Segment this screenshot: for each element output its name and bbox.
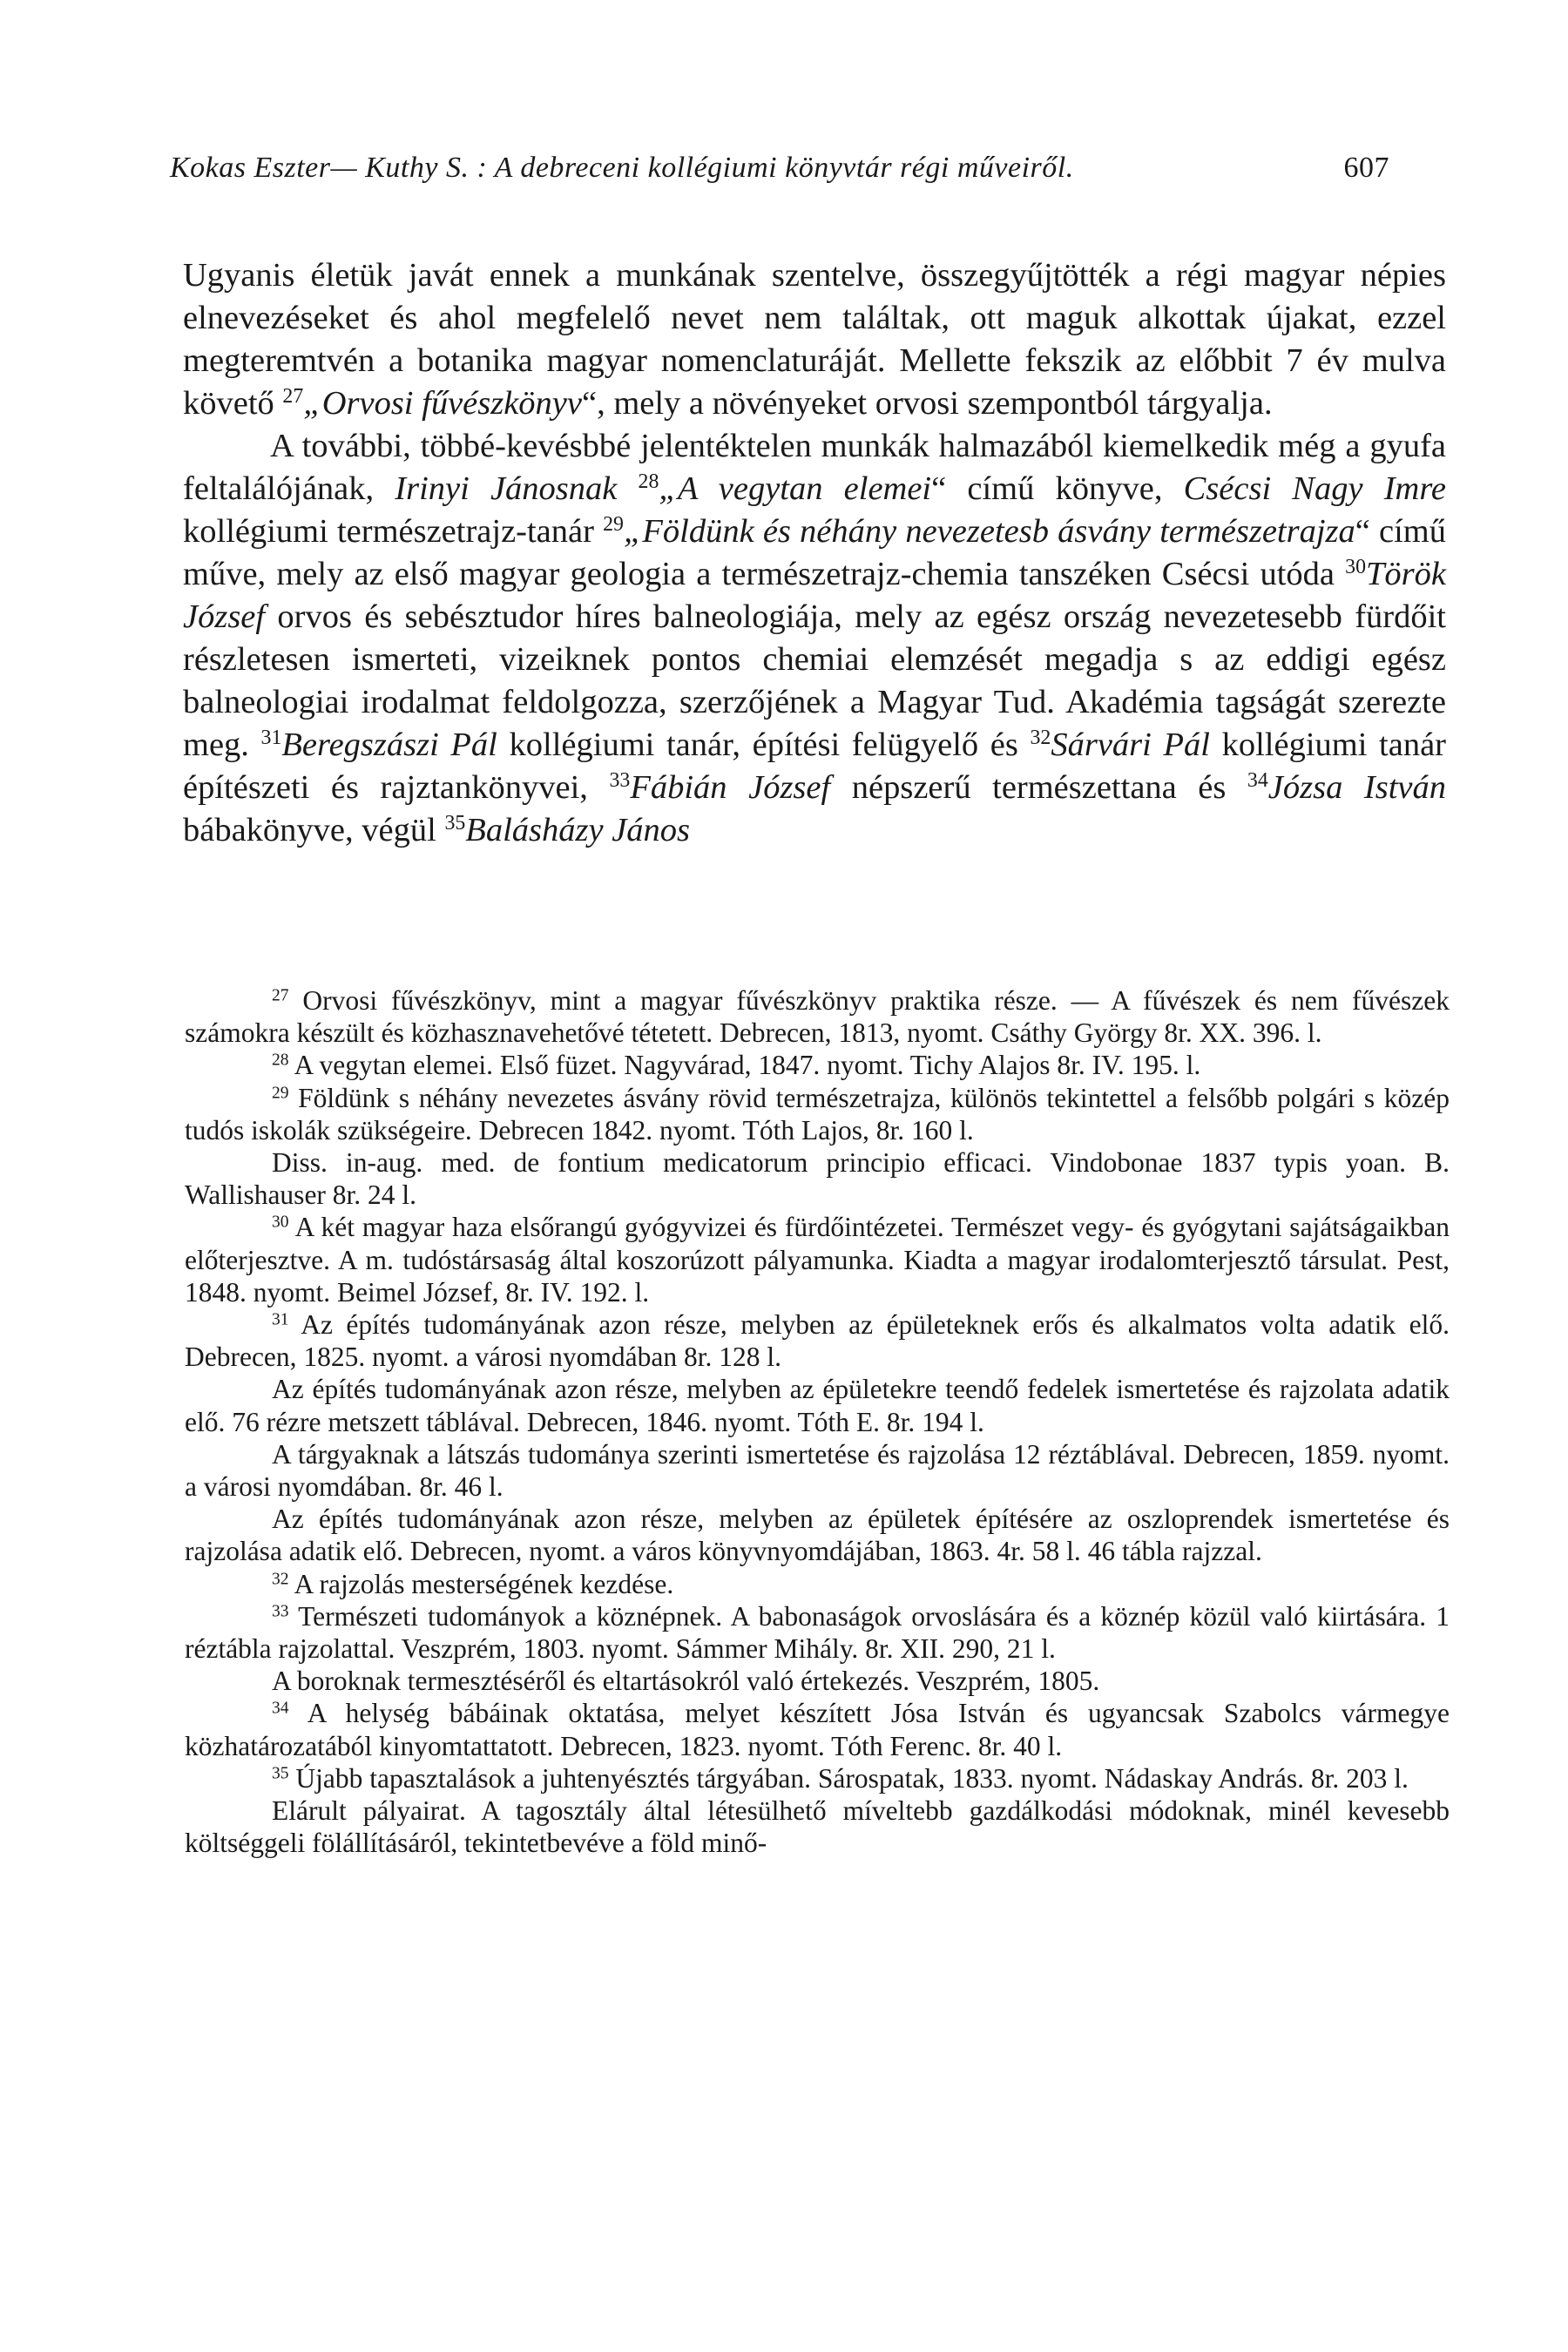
- footnote: [185, 984, 1450, 1049]
- footnote-number: 27: [272, 986, 289, 1005]
- footnote-ref-31: 31: [260, 726, 282, 749]
- footnote-ref-29: 29: [603, 512, 624, 536]
- footnote-number: 28: [272, 1051, 289, 1070]
- person-name: Irinyi Jánosnak: [395, 470, 618, 507]
- footnote-number: 30: [272, 1213, 289, 1232]
- person-name: Fábián József: [630, 769, 831, 806]
- footnote: [185, 1762, 1450, 1794]
- header-authors: Kokas Eszter— Kuthy S.: [170, 152, 470, 184]
- footnote-ref-30: 30: [1345, 555, 1367, 578]
- footnote-continuation: [185, 1146, 1450, 1211]
- work-title: „Orvosi fűvészkönyv: [303, 385, 582, 422]
- footnote-text: Földünk s néhány nevezetes ásvány rövid természetrajza, különös tekintettel a felsőbb polgári s közép tudós iskolák szükségeire. Debrecen 1842. nyomt. Tóth Lajos, 8r. 160 l.: [185, 1082, 1450, 1146]
- footnotes: [185, 984, 1450, 1859]
- person-name: Beregszászi Pál: [281, 727, 497, 763]
- footnote-number: 35: [272, 1764, 289, 1783]
- footnote-number: 31: [272, 1310, 289, 1329]
- text-run: A további, többé-kevésbbé jelentéktelen munkák halmazából kiemelkedik még a gyufa feltalálójának,: [183, 428, 1446, 507]
- work-title: „A vegytan elemei: [659, 470, 932, 507]
- footnote-ref-33: 33: [609, 768, 631, 792]
- text-run: “ című műve, mely az első magyar geologia a természetrajz-chemia tanszéken Csécsi utóda: [183, 513, 1447, 592]
- footnote-continuation: [185, 1794, 1450, 1859]
- body-text: [183, 254, 1446, 852]
- footnote-ref-28: 28: [638, 470, 659, 493]
- page-number: 607: [1343, 152, 1389, 184]
- person-name: Sárvári Pál: [1051, 727, 1210, 763]
- footnote-text: Az építés tudományának azon része, melyben az épületekre teendő fedelek ismertetése és rajzolata adatik elő. 76 rézre metszett táblával. Debrecen, 1846. nyomt. Tóth E. 8r. 194 l.: [185, 1374, 1450, 1437]
- footnote-ref-35: 35: [444, 811, 466, 835]
- footnote-ref-27: 27: [282, 384, 304, 408]
- footnote-text: A rajzolás mesterségének kezdése.: [288, 1568, 674, 1599]
- text-run: kollégiumi tanár építészeti és rajztankönyvei,: [183, 727, 1447, 806]
- footnote-text: Az építés tudományának azon része, melyben az épületek építésére az oszloprendek ismertetése és rajzolása adatik elő. Debrecen, nyomt. a város könyvnyomdájában, 1863. 4r. 58 l. 46 tábla rajzzal.: [185, 1504, 1450, 1567]
- footnote: [185, 1049, 1450, 1081]
- footnote-text: Természeti tudományok a köznépnek. A babonaságok orvoslására és a köznép közül való kiirtására. 1 réztábla rajzolattal. Veszprém, 1803. nyomt. Sámmer Mihály. 8r. XII. 290, 21 l.: [185, 1600, 1450, 1665]
- running-title: Kokas Eszter— Kuthy S. : A debreceni kollégiumi könyvtár régi műveiről.: [170, 152, 1074, 184]
- header-title: A debreceni kollégiumi könyvtár régi műveiről.: [494, 152, 1074, 184]
- person-name: Török József: [183, 556, 1446, 635]
- text-run: “ című könyve,: [931, 470, 1184, 507]
- person-name: Józsa István: [1267, 769, 1446, 806]
- paragraph-2: [183, 425, 1446, 852]
- footnote-continuation: [185, 1665, 1450, 1697]
- footnote-text: A helység bábáinak oktatása, melyet készített Jósa István és ugyancsak Szabolcs vármegye közhatározatából kinyomtattatott. Debrecen, 1823. nyomt. Tóth Ferenc. 8r. 40 l.: [185, 1698, 1450, 1761]
- footnote-text: Elárult pályairat. A tagosztály által létesülhető míveltebb gazdálkodási módoknak, minél kevesebb költséggeli fölállításáról, tekintetbevéve a föld minő-: [185, 1795, 1450, 1859]
- text-run: Ugyanis életük javát ennek a munkának szentelve, összegyűjtötték a régi magyar népies elnevezéseket és ahol megfelelő nevet nem találtak, ott maguk alkottak újakat, ezzel megteremtvén a botanika magyar nomenclaturáját. Mellette fekszik az előbbit 7 év mulva követő: [183, 257, 1446, 422]
- footnote-number: 29: [272, 1083, 289, 1102]
- footnote: [185, 1568, 1450, 1600]
- footnote-ref-34: 34: [1247, 768, 1268, 792]
- footnote: [185, 1697, 1450, 1761]
- footnote-text: A boroknak termesztéséről és eltartásokról való értekezés. Veszprém, 1805.: [272, 1666, 1100, 1697]
- footnote-continuation: [185, 1438, 1450, 1503]
- footnote-number: 32: [272, 1569, 289, 1588]
- footnote: [185, 1308, 1450, 1373]
- footnote-number: 34: [272, 1699, 289, 1718]
- text-run: bábakönyve, végül: [183, 812, 445, 848]
- page-header: [170, 146, 1389, 190]
- person-name: Balásházy János: [465, 812, 691, 848]
- footnote-text: Újabb tapasztalások a juhtenyésztés tárgyában. Sárospatak, 1833. nyomt. Nádaskay András. 8r. 203 l.: [288, 1762, 1409, 1794]
- footnote-text: A tárgyaknak a látszás tudománya szerinti ismertetése és rajzolása 12 réztáblával. Debrecen, 1859. nyomt. a városi nyomdában. 8r. 46 l.: [185, 1438, 1450, 1503]
- footnote-text: A vegytan elemei. Első füzet. Nagyvárad, 1847. nyomt. Tichy Alajos 8r. IV. 195. l.: [288, 1050, 1201, 1081]
- text-run: kollégiumi természetrajz-tanár: [183, 513, 604, 550]
- text-run: “, mely a növényeket orvosi szempontból tárgyalja.: [581, 385, 1273, 422]
- footnote-continuation: [185, 1373, 1450, 1437]
- person-name: Csécsi Nagy Imre: [1183, 470, 1446, 507]
- footnote-text: A két magyar haza elsőrangú gyógyvizei és fürdőintézetei. Természet vegy- és gyógytani sajátságaikban előterjesztve. A m. tudóstársaság által koszorúzott pályamunka. Kiadta a magyar irodalomterjesztő társulat. Pest, 1848. nyomt. Beimel József, 8r. IV. 192. l.: [185, 1212, 1450, 1308]
- footnote-continuation: [185, 1503, 1450, 1567]
- footnote-ref-32: 32: [1030, 726, 1051, 749]
- text-run: népszerű természettana és: [830, 769, 1247, 806]
- footnote-text: Orvosi fűvészkönyv, mint a magyar fűvészkönyv praktika része. — A fűvészek és nem fűvészek számokra készült és közhasznavehetővé tétetett. Debrecen, 1813, nyomt. Csáthy György 8r. XX. 396. l.: [185, 985, 1450, 1049]
- work-title: „Földünk és néhány nevezetesb ásvány természetrajza: [623, 513, 1355, 550]
- footnote: [185, 1082, 1450, 1146]
- text-run: orvos és sebésztudor híres balneologiája, mely az egész ország nevezetesebb fürdőit részletesen ismerteti, vizeiknek pontos chemiai elemzését megadja s az eddigi egész balneologiai irodalmat feldolgozza, szerzőjének a Magyar Tud. Akadémia tagságát szerezte meg.: [183, 598, 1446, 763]
- paragraph-1: [183, 254, 1446, 425]
- footnote-text: Az építés tudományának azon része, melyben az épületeknek erős és alkalmatos volta adatik elő. Debrecen, 1825. nyomt. a városi nyomdában 8r. 128 l.: [185, 1309, 1450, 1373]
- text-run: kollégiumi tanár, építési felügyelő és: [497, 727, 1031, 763]
- footnote-text: Diss. in-aug. med. de fontium medicatorum principio efficaci. Vindobonae 1837 typis yoan. B. Wallishauser 8r. 24 l.: [185, 1147, 1450, 1211]
- footnote: [185, 1211, 1450, 1308]
- footnote: [185, 1600, 1450, 1665]
- footnote-number: 33: [272, 1602, 289, 1621]
